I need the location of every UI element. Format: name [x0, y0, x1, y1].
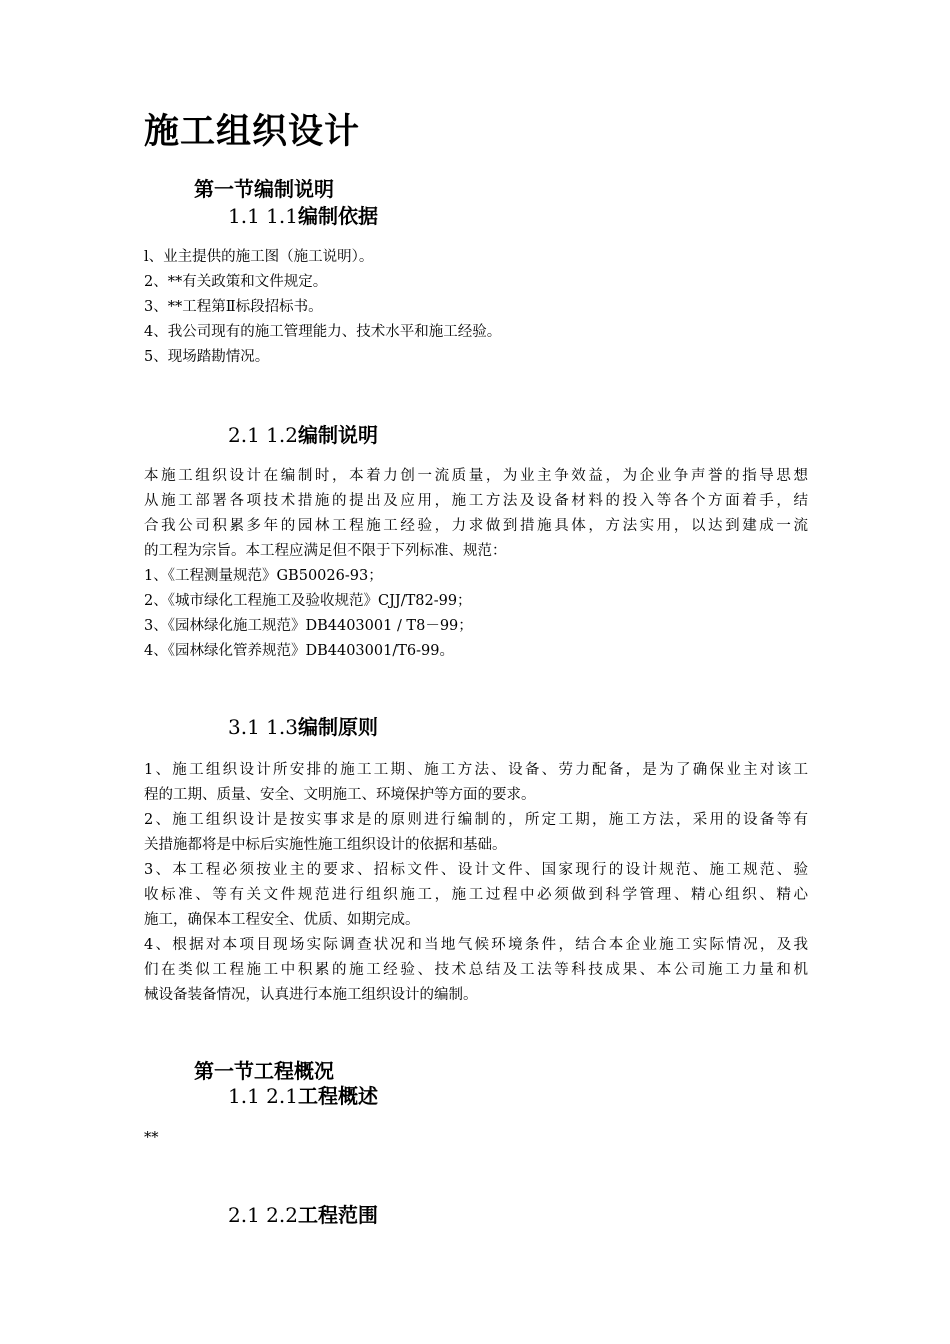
subsection-title-principles	[228, 711, 378, 740]
subsection-label: 编制说明	[297, 423, 378, 447]
paragraph-line: 施工，确保本工程安全、优质、如期完成。	[144, 912, 420, 928]
list-item: 1、《工程测量规范》GB50026-93；	[144, 568, 383, 584]
paragraph-line: 们在类似工程施工中积累的施工经验、技术总结及工法等科技成果、本公司施工力量和机	[144, 962, 808, 978]
subsection-title-scope	[228, 1199, 378, 1228]
section-title-overview: 第一节工程概况	[194, 1059, 334, 1083]
list-item: 4、《园林绿化管养规范》DB4403001/T6-99。	[144, 643, 454, 659]
subsection-number: 1.1 2.1	[228, 1084, 298, 1108]
paragraph-line: 合我公司积累多年的园林工程施工经验，力求做到措施具体，方法实用，以达到建成一流	[144, 518, 808, 534]
list-item: 3、《园林绿化施工规范》DB4403001 / T8－99；	[144, 618, 473, 634]
paragraph-line: 1、施工组织设计所安排的施工工期、施工方法、设备、劳力配备，是为了确保业主对该工	[144, 762, 808, 778]
subsection-title-description	[228, 419, 378, 448]
subsection-label: 工程范围	[297, 1203, 378, 1227]
subsection-title-summary	[228, 1080, 378, 1109]
paragraph-line: 收标准、等有关文件规范进行组织施工，施工过程中必须做到科学管理、精心组织、精心	[144, 887, 808, 903]
list-item: 3、**工程第Ⅱ标段招标书。	[144, 299, 323, 315]
list-item: 5、现场踏勘情况。	[144, 349, 270, 365]
summary-paragraph	[144, 1126, 808, 1151]
subsection-label: 工程概述	[297, 1084, 378, 1108]
principles-paragraph	[144, 758, 808, 1008]
section-title-compilation: 第一节编制说明	[194, 177, 334, 201]
subsection-number: 2.1 1.2	[228, 423, 298, 447]
paragraph-line: **	[144, 1130, 159, 1146]
subsection-number: 3.1 1.3	[228, 715, 298, 739]
paragraph-line: 本施工组织设计在编制时，本着力创一流质量，为业主争效益，为企业争声誉的指导思想	[144, 468, 808, 484]
paragraph-line: 械设备装备情况，认真进行本施工组织设计的编制。	[144, 987, 478, 1003]
description-paragraph	[144, 464, 808, 664]
list-item: l、业主提供的施工图（施工说明）。	[144, 249, 374, 265]
subsection-title-basis	[228, 200, 378, 229]
subsection-number: 2.1 2.2	[228, 1203, 298, 1227]
paragraph-line: 4、根据对本项目现场实际调查状况和当地气候环境条件，结合本企业施工实际情况，及我	[144, 937, 808, 953]
paragraph-line: 2、施工组织设计是按实事求是的原则进行编制的，所定工期，施工方法，采用的设备等有	[144, 812, 808, 828]
paragraph-line: 程的工期、质量、安全、文明施工、环境保护等方面的要求。	[144, 787, 536, 803]
paragraph-line: 关措施都将是中标后实施性施工组织设计的依据和基础。	[144, 837, 507, 853]
list-item: 2、**有关政策和文件规定。	[144, 274, 328, 290]
paragraph-line: 从施工部署各项技术措施的提出及应用，施工方法及设备材料的投入等各个方面着手，结	[144, 493, 808, 509]
subsection-number: 1.1 1.1	[228, 204, 298, 228]
document-title: 施工组织设计	[144, 112, 361, 152]
subsection-label: 编制原则	[297, 715, 378, 739]
paragraph-line: 的工程为宗旨。本工程应满足但不限于下列标准、规范：	[144, 543, 507, 559]
list-item: 2、《城市绿化工程施工及验收规范》CJJ/T82-99；	[144, 593, 472, 609]
basis-list	[144, 245, 808, 370]
list-item: 4、我公司现有的施工管理能力、技术水平和施工经验。	[144, 324, 502, 340]
paragraph-line: 3、本工程必须按业主的要求、招标文件、设计文件、国家现行的设计规范、施工规范、验	[144, 862, 808, 878]
subsection-label: 编制依据	[297, 204, 378, 228]
